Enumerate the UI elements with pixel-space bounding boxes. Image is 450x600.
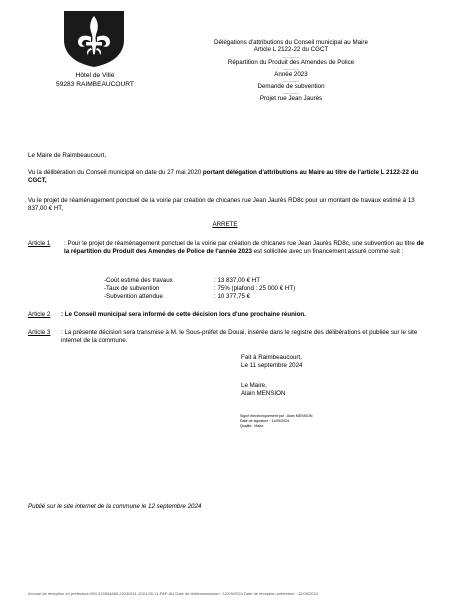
- article-2-label: Article 2: [28, 311, 51, 318]
- header-article: Article L 2122-22 du CGCT: [253, 46, 329, 54]
- signature-place: Fait à Raimbeaucourt,: [241, 354, 302, 361]
- mairie-name: Hôtel de Ville: [75, 72, 115, 79]
- article-3-text: : La présente décision sera transmise à M. le Sous-préfet de Douai, insérée dans le registre des délibérations et publiée sur le site internet de la commune.: [61, 329, 418, 344]
- publication-note: Publié sur le site internet de la commune le 12 septembre 2024: [28, 503, 202, 510]
- mairie-postal: 59283 RAIMBEAUCOURT: [56, 81, 134, 88]
- esig-signer: Signé électroniquement par : Alain MENSION: [240, 414, 313, 418]
- salutation: Le Maire de Raimbeaucourt,: [28, 152, 107, 159]
- financing-label: -Taux de subvention: [104, 285, 160, 292]
- prefecture-footer: Accusé de réception en préfecture 059-215904889-20240911-2024-09-11-PAP-AU Date de télétransmission : 12/09/2024 Date de réception préfecture : 12/09/2024: [28, 592, 318, 596]
- article-1-text-bold: de la répartition du Produit des Amendes de Police de l'année 2023: [64, 240, 424, 255]
- header-demande: Demande de subvention: [257, 83, 325, 91]
- header-separator: ------------: [283, 53, 299, 59]
- article-1-text: [64, 240, 426, 256]
- header-separator: ------------: [283, 78, 299, 84]
- electronic-signature: [240, 414, 313, 429]
- signature-block: [241, 382, 285, 398]
- financing-table: [104, 277, 295, 301]
- arrete-heading: ARRETE: [212, 221, 238, 228]
- esig-quality: Qualité : Maire: [240, 424, 264, 428]
- esig-date: Date de signature : 11/09/2024: [240, 419, 290, 423]
- header-repartition: Répartition du Produit des Amendes de Police: [227, 58, 355, 66]
- article-1-label: Article 1: [28, 240, 51, 247]
- signature-name: Alain MENSION: [241, 390, 286, 397]
- financing-label: -Subvention attendue: [104, 293, 163, 300]
- vu-deliberation: [28, 169, 426, 185]
- financing-value: : 75% (plafond : 25 000 € HT): [214, 285, 296, 292]
- financing-value: : 10 377,75 €: [214, 293, 251, 300]
- header-separator: ------------: [283, 90, 299, 96]
- financing-row: [104, 293, 295, 301]
- signature-date: Le 11 septembre 2024: [241, 362, 303, 369]
- article-2-text: [61, 311, 421, 319]
- document-header: [175, 39, 407, 103]
- financing-label: -Coût estimé des travaux: [104, 277, 173, 284]
- article-2-text-bold: : Le Conseil municipal sera informé de cette décision lors d'une prochaine réunion.: [61, 311, 306, 318]
- financing-row: [104, 277, 295, 285]
- header-separator: ------------: [283, 65, 299, 71]
- financing-row: [104, 285, 295, 293]
- municipal-crest-logo: [62, 10, 126, 68]
- mairie-address: [30, 71, 160, 89]
- financing-value: : 13 837,00 € HT: [214, 277, 261, 284]
- header-year: Année 2023: [274, 70, 308, 78]
- header-title: Délégations d'attributions du Conseil municipal au Maire: [214, 39, 368, 46]
- article-1-text-c: est sollicitée avec un financement assuré comme suit :: [251, 248, 404, 255]
- vu-projet: Vu le projet de réaménagement ponctuel de la voirie par création de chicanes rue Jean Jaurès RD8c pour un montant de travaux estimé à 13 837,00 € HT,: [28, 197, 415, 212]
- signature-place-date: [241, 354, 302, 370]
- header-projet: Projet rue Jean Jaurès: [259, 95, 323, 103]
- vu-deliberation-text: Vu la délibération du Conseil municipal en date du 27 mai 2020: [28, 169, 203, 176]
- article-3-label: Article 3: [28, 329, 51, 336]
- article-1-text-a: : Pour le projet de réaménagement ponctuel de la voirie par création de chicanes rue Jean Jaurès RD8c, une subvention au titre: [64, 240, 417, 247]
- signature-title: Le Maire,: [241, 382, 267, 389]
- vu-deliberation-bold: portant délégation d'attributions au Maire au titre de l'article L 2122-22 du CGCT,: [28, 169, 419, 184]
